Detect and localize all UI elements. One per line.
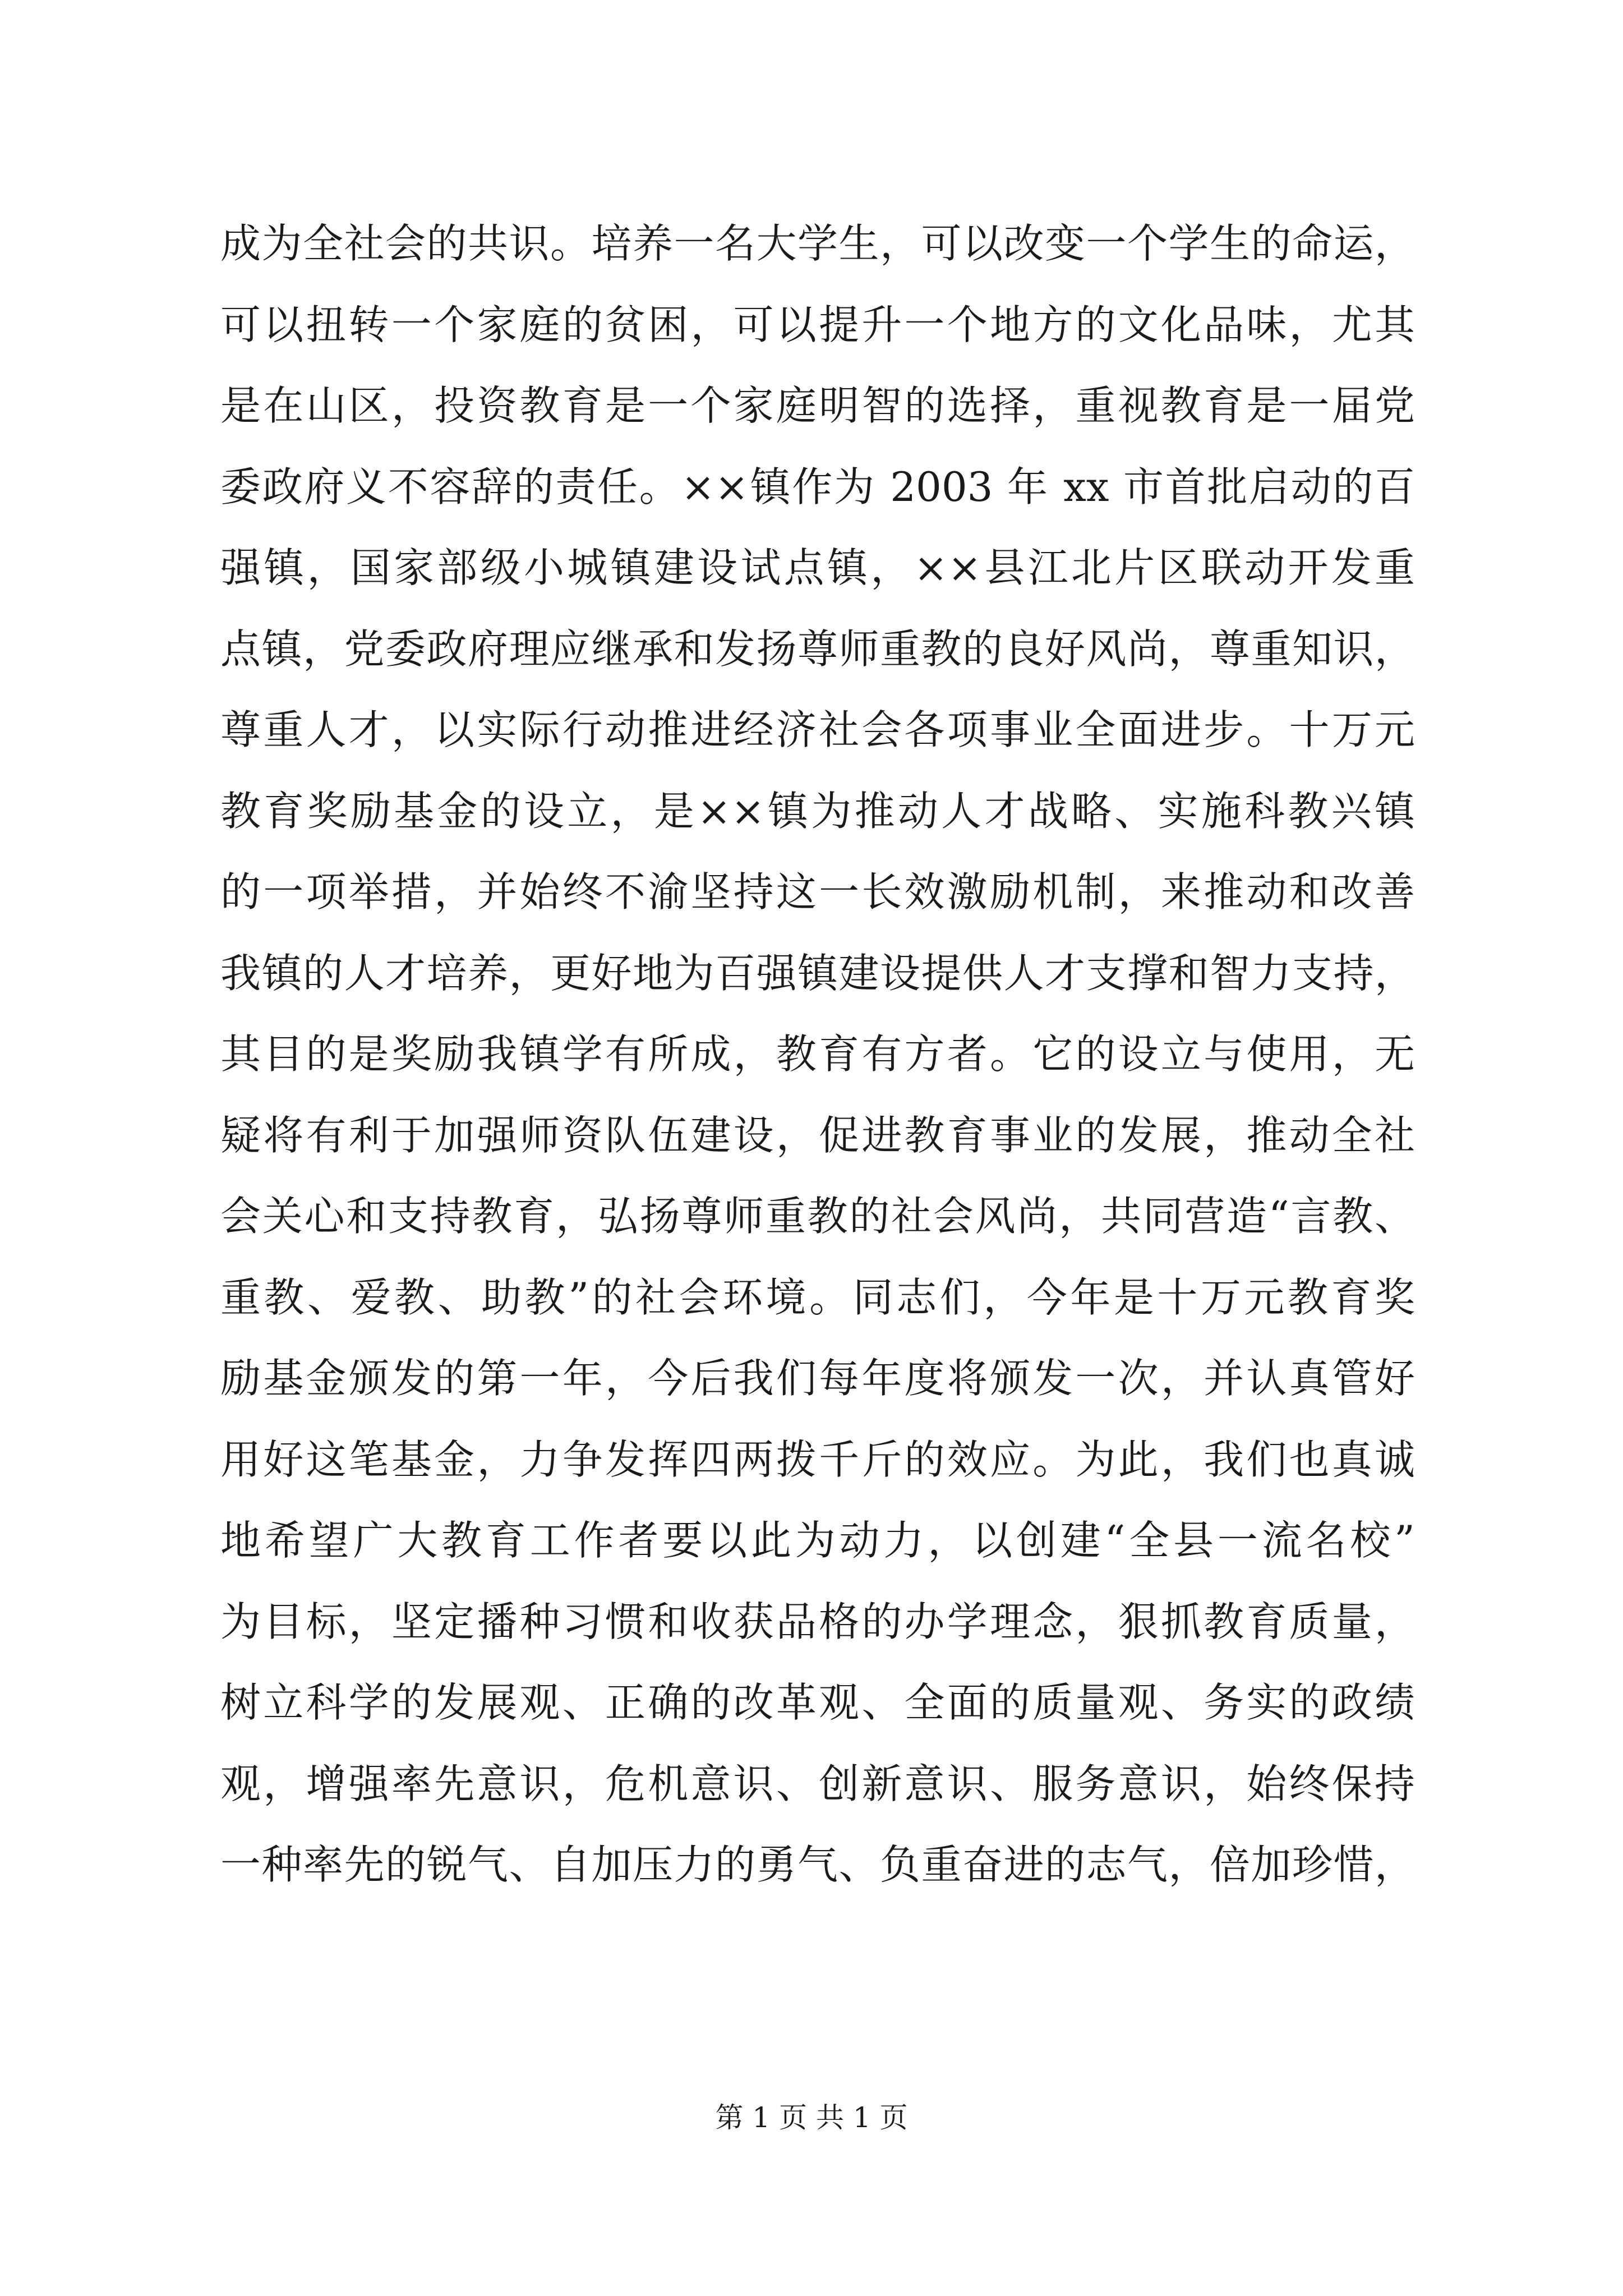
text-line-19: 树立科学的发展观、正确的改革观、全面的质量观、务实的政绩 <box>220 1679 1415 1726</box>
text-line-17: 地希望广大教育工作者要以此为动力，以创建“全县一流名校” <box>220 1517 1415 1564</box>
text-line-13: 会关心和支持教育，弘扬尊师重教的社会风尚，共同营造“言教、 <box>220 1193 1415 1240</box>
text-line-20: 观，增强率先意识，危机意识、创新意识、服务意识，始终保持 <box>220 1760 1415 1807</box>
text-line-12: 疑将有利于加强师资队伍建设，促进教育事业的发展，推动全社 <box>220 1111 1415 1159</box>
text-line-3: 是在山区，投资教育是一个家庭明智的选择，重视教育是一届党 <box>220 382 1415 429</box>
text-line-15: 励基金颁发的第一年，今后我们每年度将颁发一次，并认真管好 <box>220 1355 1415 1402</box>
text-line-14: 重教、爱教、助教”的社会环境。同志们，今年是十万元教育奖 <box>220 1273 1415 1321</box>
page-footer: 第 1 页 共 1 页 <box>715 2101 908 2134</box>
text-line-18: 为目标，坚定播种习惯和收获品格的办学理念，狠抓教育质量， <box>220 1598 1415 1645</box>
body-text <box>220 203 1415 1906</box>
text-line-9: 的一项举措，并始终不渝坚持这一长效激励机制，来推动和改善 <box>220 868 1415 915</box>
text-line-5: 强镇，国家部级小城镇建设试点镇，××县江北片区联动开发重 <box>220 544 1415 591</box>
text-line-2: 可以扭转一个家庭的贫困，可以提升一个地方的文化品味，尤其 <box>220 301 1415 348</box>
text-line-8: 教育奖励基金的设立，是××镇为推动人才战略、实施科教兴镇 <box>220 787 1415 835</box>
text-line-4: 委政府义不容辞的责任。××镇作为 2003 年 xx 市首批启动的百 <box>220 463 1415 510</box>
text-line-6: 点镇，党委政府理应继承和发扬尊师重教的良好风尚，尊重知识， <box>220 625 1415 673</box>
text-line-11: 其目的是奖励我镇学有所成，教育有方者。它的设立与使用，无 <box>220 1030 1415 1078</box>
text-line-10: 我镇的人才培养，更好地为百强镇建设提供人才支撑和智力支持， <box>220 949 1415 997</box>
text-line-16: 用好这笔基金，力争发挥四两拨千斤的效应。为此，我们也真诚 <box>220 1435 1415 1483</box>
text-line-1: 成为全社会的共识。培养一名大学生，可以改变一个学生的命运， <box>220 220 1415 267</box>
text-line-21: 一种率先的锐气、自加压力的勇气、负重奋进的志气，倍加珍惜， <box>220 1841 1415 1888</box>
text-line-7: 尊重人才，以实际行动推进经济社会各项事业全面进步。十万元 <box>220 706 1415 753</box>
